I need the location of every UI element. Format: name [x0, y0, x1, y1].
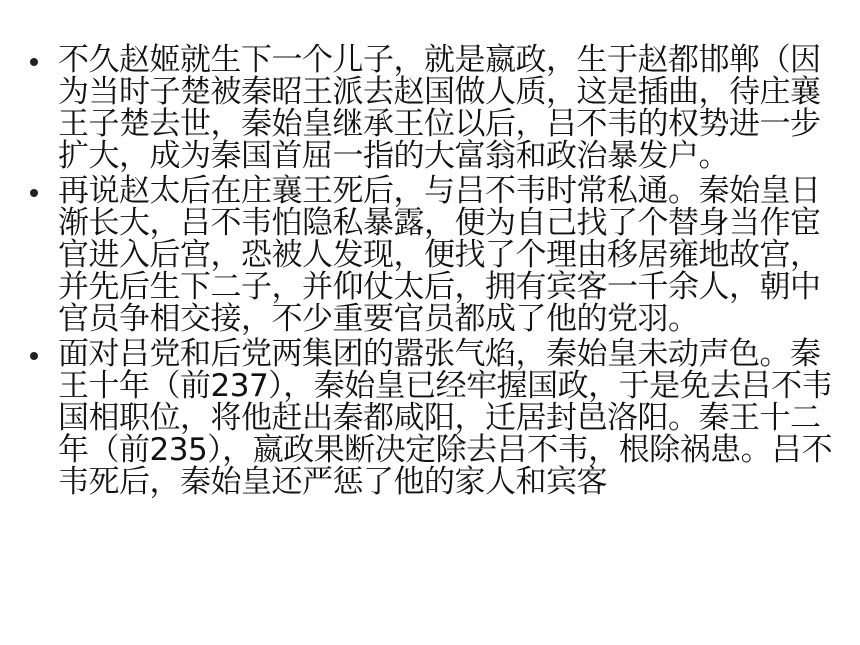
- bullet-dot-icon: [30, 58, 38, 66]
- bullet-dot-icon: [30, 189, 38, 197]
- bullet-item-1: [30, 44, 850, 172]
- bullet-text-3: 面对吕党和后党两集团的嚣张气焰，秦始皇未动声色。秦王十年（前237），秦始皇已经牢握国政，于是免去吕不韦国相职位，将他赶出秦都咸阳，迁居封邑洛阳。秦王十二年（前235），嬴政果断决定除去吕不韦，根除祸患。吕不韦死后，秦始皇还严惩了他的家人和宾客: [58, 336, 833, 500]
- bullet-text-1: 不久赵姬就生下一个儿子，就是嬴政，生于赵都邯郸（因为当时子楚被秦昭王派去赵国做人质，这是插曲，待庄襄王子楚去世，秦始皇继承王位以后，吕不韦的权势进一步扩大，成为秦国首屈一指的大富翁和政治暴发户。: [58, 42, 821, 174]
- bullet-dot-icon: [30, 352, 38, 360]
- bullet-item-2: [30, 175, 850, 335]
- slide-content: [30, 44, 850, 501]
- bullet-text-2: 再说赵太后在庄襄王死后，与吕不韦时常私通。秦始皇日渐长大，吕不韦怕隐私暴露，便为自己找了个替身当作宦官进入后宫，恐被人发现，便找了个理由移居雍地故宫，并先后生下二子，并仰仗太后，拥有宾客一千余人，朝中官员争相交接，不少重要官员都成了他的党羽。: [58, 173, 821, 337]
- bullet-list: [30, 44, 850, 498]
- bullet-item-3: [30, 338, 850, 498]
